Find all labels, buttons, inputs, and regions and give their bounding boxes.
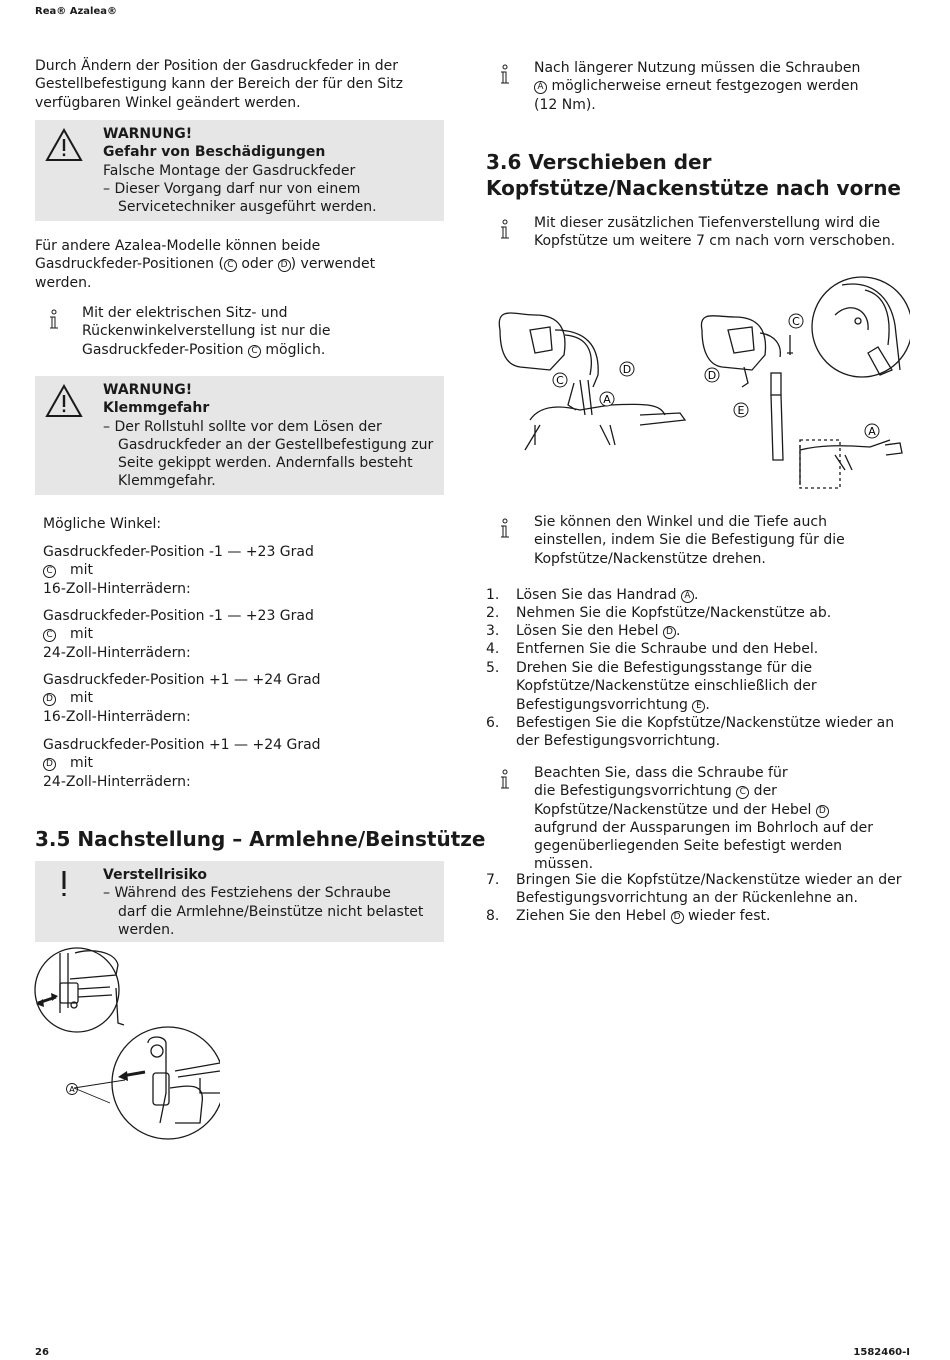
step-3	[486, 622, 906, 641]
text-line: werden.	[35, 274, 92, 291]
label-d: D	[671, 911, 684, 924]
warning-dash-line: Gasdruckfeder an der Gestellbefestigung zur	[118, 436, 434, 453]
text-line: 24-Zoll-Hinterrädern:	[43, 644, 191, 661]
caution-title: Verstellrisiko	[103, 867, 207, 883]
warning-dash-line: Klemmgefahr.	[118, 473, 216, 490]
note-electric-adjustment	[82, 304, 442, 359]
warning-triangle-icon	[45, 384, 83, 418]
angle-entry	[43, 607, 343, 662]
caution-dash-line: – Während des Festziehens der Schraube	[103, 885, 391, 902]
text-line	[534, 801, 904, 819]
text-part: möglich.	[260, 341, 326, 358]
figure-label-a: A	[603, 393, 611, 406]
text-part: wieder fest.	[683, 908, 771, 924]
step-text	[516, 586, 698, 604]
text-line	[43, 689, 343, 707]
step-number: 5.	[486, 660, 500, 676]
section-heading-3-5: 3.5 Nachstellung – Armlehne/Beinstütze	[35, 827, 486, 851]
text-part: Kopfstütze/Nackenstütze und der Hebel	[534, 801, 816, 818]
text-part: mit	[70, 755, 94, 772]
warning-box-damage	[35, 120, 444, 221]
warning-dash-line: Servicetechniker ausgeführt werden.	[118, 199, 377, 216]
info-icon	[498, 769, 512, 791]
text-part: mit	[70, 626, 94, 643]
text-line: Gasdruckfeder-Position -1 — +23 Grad	[43, 544, 314, 560]
text-line	[35, 255, 445, 273]
warning-triangle-icon	[45, 128, 83, 162]
text-part: .	[676, 623, 681, 639]
step-text	[516, 871, 911, 908]
text-line: 16-Zoll-Hinterrädern:	[43, 580, 191, 597]
note-retighten-screws	[534, 59, 904, 114]
figure-label-c: C	[792, 315, 800, 328]
info-icon	[47, 309, 61, 331]
info-icon	[498, 518, 512, 540]
text-line: Gasdruckfeder-Position +1 — +24 Grad	[43, 672, 321, 688]
note-angle-depth	[534, 513, 904, 568]
models-paragraph	[35, 237, 445, 292]
step-number: 6.	[486, 715, 500, 731]
warning-box-pinch	[35, 376, 444, 495]
text-line: Rückenwinkelverstellung ist nur die	[82, 323, 331, 340]
figure-label-c: C	[556, 374, 564, 387]
step-8	[486, 907, 906, 926]
text-line	[43, 561, 343, 579]
text-line	[43, 625, 343, 643]
step-5	[486, 659, 906, 715]
text-part: Befestigungsvorrichtung	[516, 696, 693, 713]
text-line: Gestellbefestigung kann der Bereich der für den Sitz	[35, 76, 404, 93]
text-part: .	[705, 696, 710, 713]
text-line: Drehen Sie die Befestigungsstange für die	[516, 660, 813, 676]
intro-paragraph	[35, 57, 445, 112]
text-part: mit	[70, 690, 94, 707]
info-icon	[498, 219, 512, 241]
label-c: C	[43, 565, 56, 578]
angle-entry	[43, 671, 343, 726]
warning-dash-line: – Dieser Vorgang darf nur von einem	[103, 180, 361, 197]
label-e: E	[692, 700, 705, 713]
text-part: ) verwendet	[290, 256, 376, 273]
step-number: 1.	[486, 587, 500, 603]
text-line: Gasdruckfeder-Position -1 — +23 Grad	[43, 608, 314, 624]
text-line: Mit der elektrischen Sitz- und	[82, 305, 288, 321]
text-line: Kopfstütze/Nackenstütze einschließlich der	[516, 678, 817, 695]
text-line: gegenüberliegenden Seite befestigt werden müssen.	[534, 838, 843, 873]
text-part: Lösen Sie das Handrad	[516, 587, 681, 603]
text-line: aufgrund der Aussparungen im Bohrloch auf der	[534, 819, 873, 836]
step-text	[516, 714, 906, 751]
heading-line: 3.6 Verschieben der	[486, 150, 712, 174]
step-number: 7.	[486, 872, 500, 888]
label-c: C	[736, 786, 749, 799]
text-line: der Befestigungsvorrichtung.	[516, 733, 721, 750]
section-heading-3-6	[486, 149, 906, 201]
text-line: 24-Zoll-Hinterrädern:	[43, 773, 191, 790]
label-d: D	[278, 259, 291, 272]
caution-dash-line: werden.	[118, 921, 175, 938]
text-part: oder	[236, 256, 278, 273]
text-line: Kopfstütze/Nackenstütze drehen.	[534, 550, 766, 567]
step-number: 2.	[486, 605, 500, 621]
warning-subtitle: Gefahr von Beschädigungen	[103, 144, 326, 161]
step-text: Entfernen Sie die Schraube und den Hebel.	[516, 641, 819, 657]
text-line: 16-Zoll-Hinterrädern:	[43, 708, 191, 725]
step-text	[516, 907, 770, 925]
text-line	[43, 754, 343, 772]
figure-label-e: E	[737, 404, 745, 417]
step-2	[486, 604, 906, 623]
step-text: Nehmen Sie die Kopfstütze/Nackenstütze ab.	[516, 605, 832, 621]
label-a: A	[681, 590, 694, 603]
figure-label-d: D	[622, 363, 632, 376]
label-d: D	[43, 693, 56, 706]
headrest-adjustment-figure	[490, 275, 910, 490]
note-screw-position	[534, 764, 904, 874]
text-line: Bringen Sie die Kopfstütze/Nackenstütze wieder an der	[516, 872, 902, 888]
text-line	[534, 782, 904, 800]
document-number: 1582460-I	[853, 1347, 910, 1358]
label-c: C	[43, 629, 56, 642]
label-d: D	[816, 805, 829, 818]
label-c: C	[248, 345, 261, 358]
step-number: 4.	[486, 641, 500, 657]
text-part: möglicherweise erneut festgezogen werden	[547, 78, 859, 95]
running-header: Rea® Azalea®	[35, 6, 117, 17]
text-line: Kopfstütze um weitere 7 cm nach vorn verschoben.	[534, 233, 896, 250]
text-part: die Befestigungsvorrichtung	[534, 783, 737, 800]
figure-label-d: D	[707, 369, 717, 382]
text-line	[516, 696, 906, 714]
step-number: 8.	[486, 908, 500, 924]
text-line: Befestigungsvorrichtung an der Rückenlehne an.	[516, 890, 858, 907]
warning-dash-line: Seite gekippt werden. Andernfalls besteht	[118, 455, 413, 472]
angle-entry	[43, 736, 343, 791]
text-line: Für andere Azalea-Modelle können beide	[35, 238, 321, 254]
text-line: Sie können den Winkel und die Tiefe auch	[534, 514, 827, 530]
warning-subtitle: Klemmgefahr	[103, 400, 210, 417]
text-line: Durch Ändern der Position der Gasdruckfeder in der	[35, 58, 399, 74]
text-part: mit	[70, 562, 94, 579]
text-line: Gasdruckfeder-Position +1 — +24 Grad	[43, 737, 321, 753]
label-d: D	[43, 758, 56, 771]
text-part: der	[749, 783, 777, 800]
step-1	[486, 586, 906, 605]
text-line: Mit dieser zusätzlichen Tiefenverstellung wird die	[534, 215, 881, 231]
info-icon	[498, 64, 512, 86]
warning-title: WARNUNG!	[103, 126, 193, 142]
caution-box	[35, 861, 444, 942]
text-part: Lösen Sie den Hebel	[516, 623, 663, 639]
step-7	[486, 871, 906, 909]
text-part: .	[693, 587, 699, 603]
step-text	[516, 659, 906, 714]
text-line: einstellen, indem Sie die Befestigung für die	[534, 532, 845, 549]
note-depth-adjustment	[534, 214, 904, 251]
figure-label-a: A	[69, 1085, 75, 1094]
angles-title: Mögliche Winkel:	[43, 516, 162, 532]
text-line	[82, 341, 442, 359]
text-line: verfügbaren Winkel geändert werden.	[35, 94, 301, 111]
angle-entry	[43, 543, 343, 598]
text-part: Gasdruckfeder-Position	[82, 341, 248, 358]
text-line: (12 Nm).	[534, 96, 596, 113]
armrest-adjustment-figure	[30, 943, 220, 1143]
text-line: Nach längerer Nutzung müssen die Schrauben	[534, 60, 861, 76]
warning-dash-line: – Der Rollstuhl sollte vor dem Lösen der	[103, 418, 382, 435]
caution-dash-line: darf die Armlehne/Beinstütze nicht belastet	[118, 903, 424, 920]
step-6	[486, 714, 906, 752]
label-d: D	[663, 626, 676, 639]
step-text	[516, 622, 680, 640]
text-line	[534, 77, 904, 95]
warning-text: Falsche Montage der Gasdruckfeder	[103, 162, 356, 179]
text-part: Gasdruckfeder-Positionen (	[35, 256, 224, 273]
label-a: A	[534, 81, 547, 94]
step-4	[486, 640, 906, 659]
page-number: 26	[35, 1347, 49, 1358]
heading-line: Kopfstütze/Nackenstütze nach vorne	[486, 176, 901, 200]
step-number: 3.	[486, 623, 500, 639]
warning-title: WARNUNG!	[103, 382, 193, 398]
exclamation-icon	[59, 869, 69, 899]
label-c: C	[224, 259, 237, 272]
text-part: Ziehen Sie den Hebel	[516, 908, 671, 924]
figure-label-a: A	[868, 425, 876, 438]
text-line: Befestigen Sie die Kopfstütze/Nackenstütze wieder an	[516, 715, 895, 731]
text-line: Beachten Sie, dass die Schraube für	[534, 765, 788, 781]
